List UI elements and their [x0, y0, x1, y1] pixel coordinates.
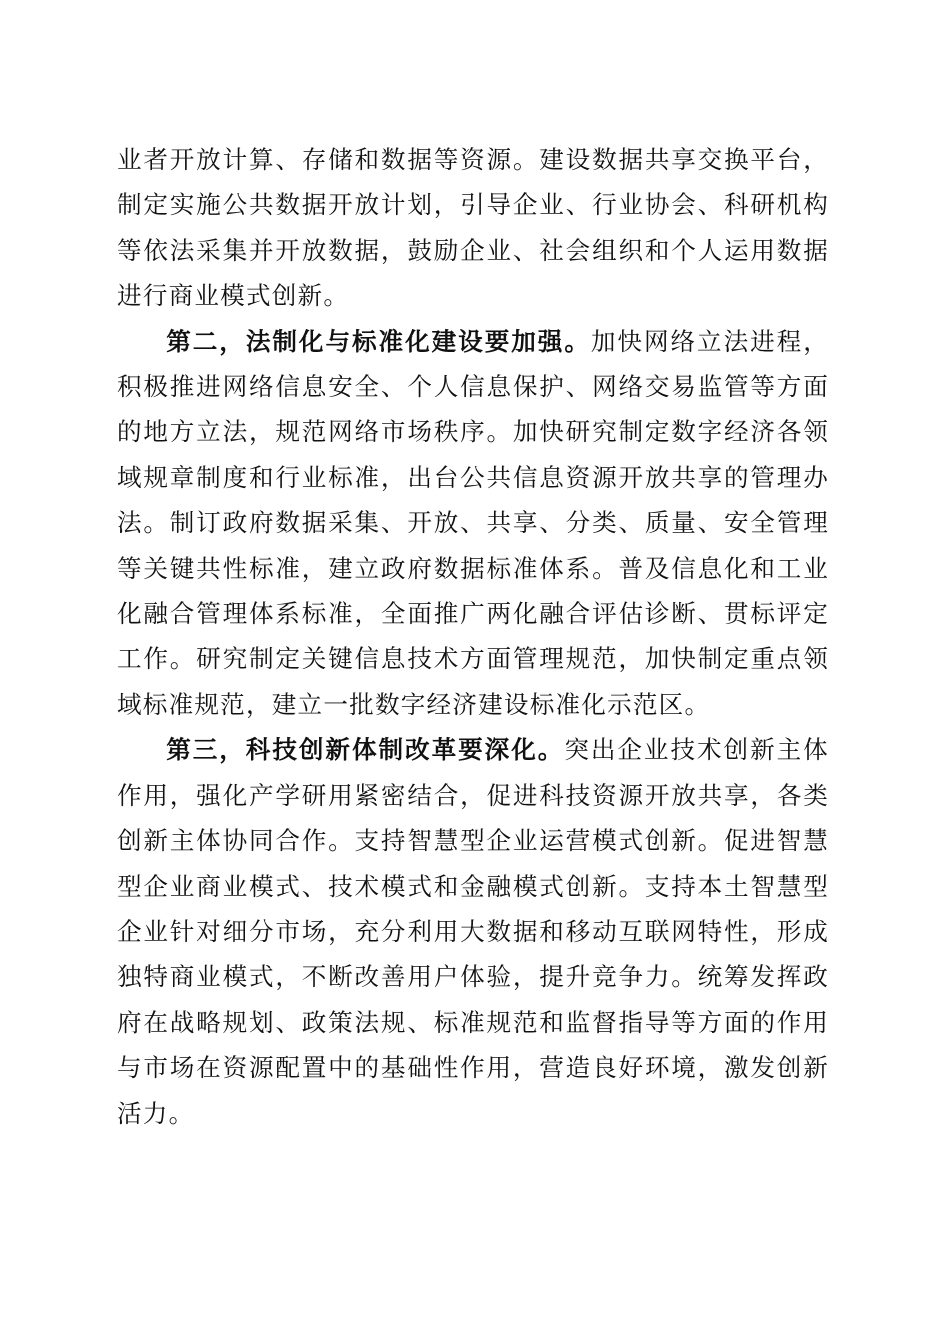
paragraph-tech-innovation — [117, 727, 829, 1136]
paragraph-continuation — [117, 137, 829, 319]
paragraph-text: 加快网络立法进程，积极推进网络信息安全、个人信息保护、网络交易监管等方面的地方立法，规范网络市场秩序。加快研究制定数字经济各领域规章制度和行业标准，出台公共信息资源开放共享的管理办法。制订政府数据采集、开放、共享、分类、质量、安全管理等关键共性标准，建立政府数据标准体系。普及信息化和工业化融合管理体系标准，全面推广两化融合评估诊断、贯标评定工作。研究制定关键信息技术方面管理规范，加快制定重点领域标准规范，建立一批数字经济建设标准化示范区。 — [117, 326, 829, 719]
paragraph-text: 突出企业技术创新主体作用，强化产学研用紧密结合，促进科技资源开放共享，各类创新主体协同合作。支持智慧型企业运营模式创新。促进智慧型企业商业模式、技术模式和金融模式创新。支持本土智慧型企业针对细分市场，充分利用大数据和移动互联网特性，形成独特商业模式，不断改善用户体验，提升竞争力。统筹发挥政府在战略规划、政策法规、标准规范和监督指导等方面的作用与市场在资源配置中的基础性作用，营造良好环境，激发创新活力。 — [117, 735, 829, 1128]
paragraph-legal-standardization — [117, 319, 829, 728]
paragraph-text: 业者开放计算、存储和数据等资源。建设数据共享交换平台，制定实施公共数据开放计划，引导企业、行业协会、科研机构等依法采集并开放数据，鼓励企业、社会组织和个人运用数据进行商业模式创新。 — [117, 145, 829, 311]
paragraph-heading: 第二，法制化与标准化建设要加强。 — [166, 326, 591, 356]
paragraph-heading: 第三，科技创新体制改革要深化。 — [166, 735, 565, 765]
body-text — [117, 137, 829, 1136]
